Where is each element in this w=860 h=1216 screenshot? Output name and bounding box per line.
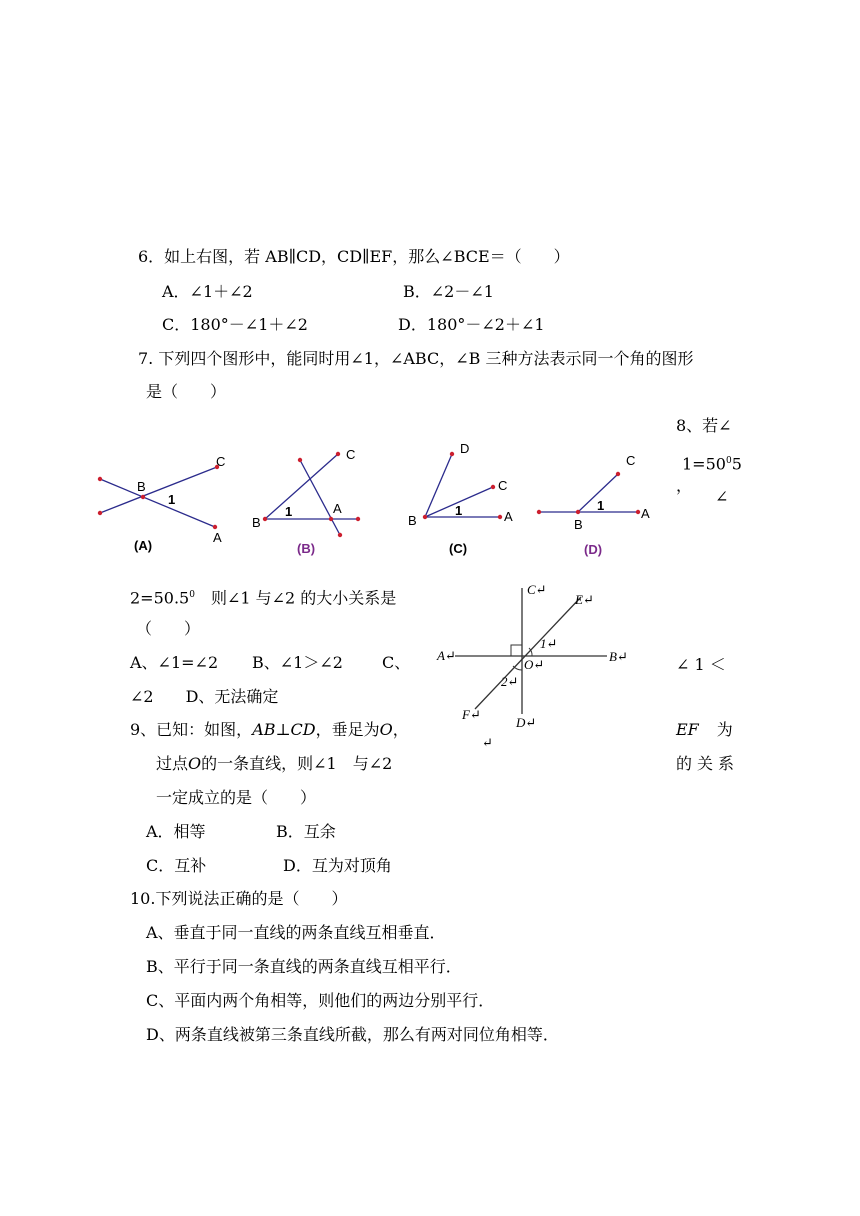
q9-label-d: D↵	[516, 715, 537, 730]
q7-figure-d	[535, 450, 665, 560]
fig-a-label-b: B	[137, 479, 146, 494]
q8-right-2: $1=50^05$	[682, 454, 742, 474]
q9-label-2: 2↵	[501, 674, 519, 689]
q6-option-a: A．∠1＋∠2	[162, 282, 253, 301]
q8-line2: （ ）	[136, 619, 201, 638]
q8-option-b: B、∠1＞∠2	[252, 653, 343, 672]
fig-d-label-a: A	[641, 506, 650, 521]
fig-c-label-c: C	[498, 478, 508, 493]
fig-a-label-c: C	[216, 454, 226, 469]
fig-d-label-b: B	[574, 517, 583, 532]
fig-b-label-a: A	[333, 501, 342, 516]
fig-d-caption: (D)	[584, 542, 603, 557]
q6-option-c: C．180°－∠1＋∠2	[162, 315, 308, 334]
q9-label-e: E↵	[575, 592, 594, 607]
fig-a-label-1: 1	[168, 492, 176, 507]
q9-line3: 一定成立的是（ ）	[156, 788, 317, 807]
q9-line2-right: 的关系	[676, 754, 740, 773]
q8-option-c: C、	[382, 653, 411, 672]
q10-option-b: B、平行于同一条直线的两条直线互相平行．	[146, 957, 462, 976]
q9-option-b: B．互余	[276, 822, 336, 841]
q9-label-c: C↵	[527, 582, 547, 597]
q7-figure-b	[250, 445, 380, 555]
q9-line2: 过点O的一条直线，则∠1 与∠2	[156, 754, 393, 773]
q8-right-3a: ，	[676, 476, 693, 495]
q9-label-b: B↵	[609, 649, 628, 664]
q6-option-b: B．∠2－∠1	[403, 282, 494, 301]
q8-right-1: 8、若∠	[676, 416, 732, 435]
q10-option-a: A、垂直于同一直线的两条直线互相垂直．	[146, 923, 446, 942]
q7-stem-line2: 是（ ）	[146, 382, 227, 401]
q9-line1-right: EF 为	[676, 720, 733, 739]
q9-label-return: ↵	[482, 735, 493, 750]
q9-label-f: F↵	[462, 707, 481, 722]
q9-diagram	[435, 582, 635, 752]
q8-line1: $2=50.5^0$ 则∠1 与∠2 的大小关系是	[130, 588, 397, 608]
q9-option-a: A．相等	[146, 822, 206, 841]
fig-c-label-d: D	[460, 441, 470, 456]
q8-option-c-right: ∠ 1 ＜	[676, 655, 726, 674]
q8-option-a: A、∠1=∠2	[130, 653, 219, 672]
q8-line4: ∠2 D、无法确定	[130, 687, 279, 706]
fig-c-caption: (C)	[449, 541, 468, 556]
q8-right-3b: ∠	[715, 487, 729, 506]
fig-a-label-a: A	[213, 530, 222, 545]
fig-b-label-c: C	[346, 447, 356, 462]
q10-option-d: D、两条直线被第三条直线所截，那么有两对同位角相等．	[146, 1025, 559, 1044]
q9-label-1: 1↵	[540, 636, 558, 651]
q9-label-a: A↵	[437, 648, 456, 663]
q7-stem-line1: 7. 下列四个图形中，能同时用∠1，∠ABC，∠B 三种方法表示同一个角的图形	[138, 349, 694, 368]
q6-option-d: D．180°－∠2＋∠1	[398, 315, 545, 334]
fig-b-label-1: 1	[285, 504, 293, 519]
fig-d-label-1: 1	[597, 498, 605, 513]
fig-c-label-a: A	[504, 509, 513, 524]
fig-a-caption: (A)	[134, 538, 153, 553]
q7-figure-c	[405, 437, 535, 557]
q9-option-c: C．互补	[146, 856, 207, 875]
fig-d-label-c: C	[626, 453, 636, 468]
q9-label-o: O↵	[524, 657, 545, 672]
fig-c-label-b: B	[408, 513, 417, 528]
fig-c-label-1: 1	[455, 503, 463, 518]
q10-option-c: C、平面内两个角相等，则他们的两边分别平行．	[146, 991, 495, 1010]
q9-line1: 9、已知：如图，AB⊥CD，垂足为O，	[130, 720, 409, 739]
fig-b-label-b: B	[252, 515, 261, 530]
q9-option-d: D．互为对顶角	[283, 856, 392, 875]
q10-stem: 10.下列说法正确的是（ ）	[130, 889, 348, 908]
fig-b-caption: (B)	[297, 541, 316, 556]
q7-figure-a	[95, 450, 235, 553]
q6-stem: 6．如上右图，若 AB∥CD，CD∥EF，那么∠BCE＝（ ）	[138, 247, 570, 266]
